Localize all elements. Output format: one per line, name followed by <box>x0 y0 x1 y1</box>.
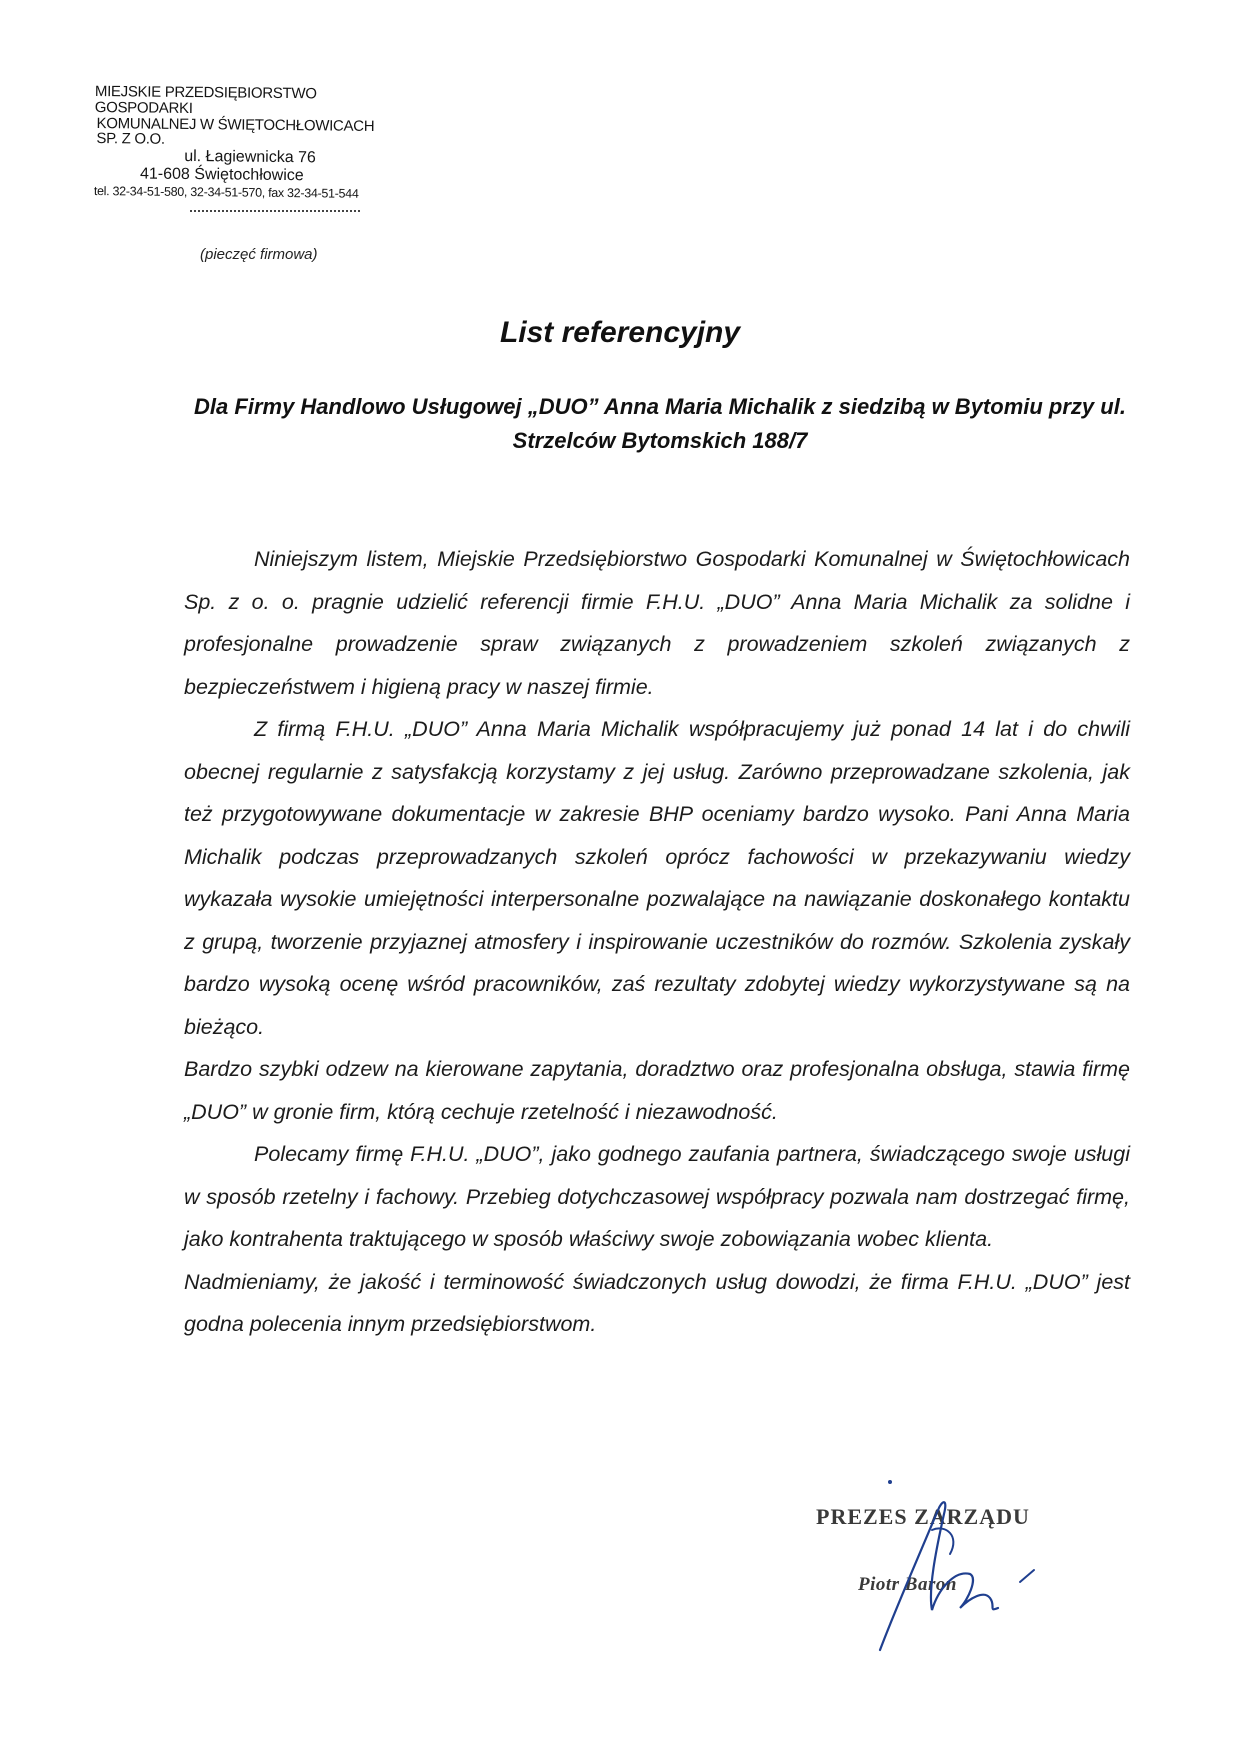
stamp-company-name-cont: KOMUNALNEJ W ŚWIĘTOCHŁOWICACH SP. Z O.O. <box>96 114 375 148</box>
paragraph-4: Polecamy firmę F.H.U. „DUO”, jako godnego zaufania partnera, świadczącego swoje usługi w sposób rzetelny i fachowy. Przebieg dotychczasowej współpracy pozwala nam dostrzegać firmę, jako kontrahenta traktującego w sposób właściwy swoje zobowiązania wobec klienta. <box>184 1142 1130 1251</box>
stamp-caption: (pieczęć firmowa) <box>200 246 318 263</box>
signatory-title-stamp: PREZES ZARZĄDU <box>816 1504 1030 1529</box>
stamp-city: 41-608 Świętochłowice <box>139 165 304 184</box>
stamp-street: ul. Łagiewnicka 76 <box>184 147 316 167</box>
paragraph-3: Bardzo szybki odzew na kierowane zapytania, doradztwo oraz profesjonalna obsługa, stawia firmę „DUO” w gronie firm, którą cechuje rzetelność i niezawodność. <box>184 1057 1130 1124</box>
signatory-name-stamp: Piotr Baron <box>858 1574 957 1595</box>
letter-body <box>184 538 1130 1346</box>
paragraph-5: Nadmieniamy, że jakość i terminowość świadczonych usług dowodzi, że firma F.H.U. „DUO” jest godna polecenia innym przedsiębiorstwom. <box>184 1269 1130 1336</box>
stamp-dotted-line <box>190 206 360 212</box>
company-stamp <box>94 84 395 201</box>
stamp-company-name: MIEJSKIE PRZEDSIĘBIORSTWO GOSPODARKI <box>94 83 317 117</box>
handwritten-signature <box>820 1470 1060 1670</box>
stamp-phone: tel. 32-34-51-580, 32-34-51-570, fax 32-34-51-544 <box>93 183 359 201</box>
letter-title: List referencyjny <box>499 316 741 349</box>
letter-subtitle: Dla Firmy Handlowo Usługowej „DUO” Anna Maria Michalik z siedzibą w Bytomiu przy ul. Strzelców Bytomskich 188/7 <box>194 394 1126 453</box>
paragraph-2: Z firmą F.H.U. „DUO” Anna Maria Michalik współpracujemy już ponad 14 lat i do chwili obecnej regularnie z satysfakcją korzystamy z jej usług. Zarówno przeprowadzane szkolenia, jak też przygotowywane dokumentacje w zakresie BHP oceniamy bardzo wysoko. Pani Anna Maria Michalik podczas przeprowadzanych szkoleń oprócz fachowości w przekazywaniu wiedzy wykazała wysokie umiejętności interpersonalne pozwalające na nawiązanie doskonałego kontaktu z grupą, tworzenie przyjaznej atmosfery i inspirowanie uczestników do rozmów. Szkolenia zyskały bardzo wysoką ocenę wśród pracowników, zaś rezultaty zdobytej wiedzy wykorzystywane są na bieżąco. <box>184 717 1130 1039</box>
paragraph-1: Niniejszym listem, Miejskie Przedsiębiorstwo Gospodarki Komunalnej w Świętochłowicach Sp. z o. o. pragnie udzielić referencji firmie F.H.U. „DUO” Anna Maria Michalik za solidne i profesjonalne prowadzenie spraw związanych z prowadzeniem szkoleń związanych z bezpieczeństwem i higieną pracy w naszej firmie. <box>184 547 1130 699</box>
